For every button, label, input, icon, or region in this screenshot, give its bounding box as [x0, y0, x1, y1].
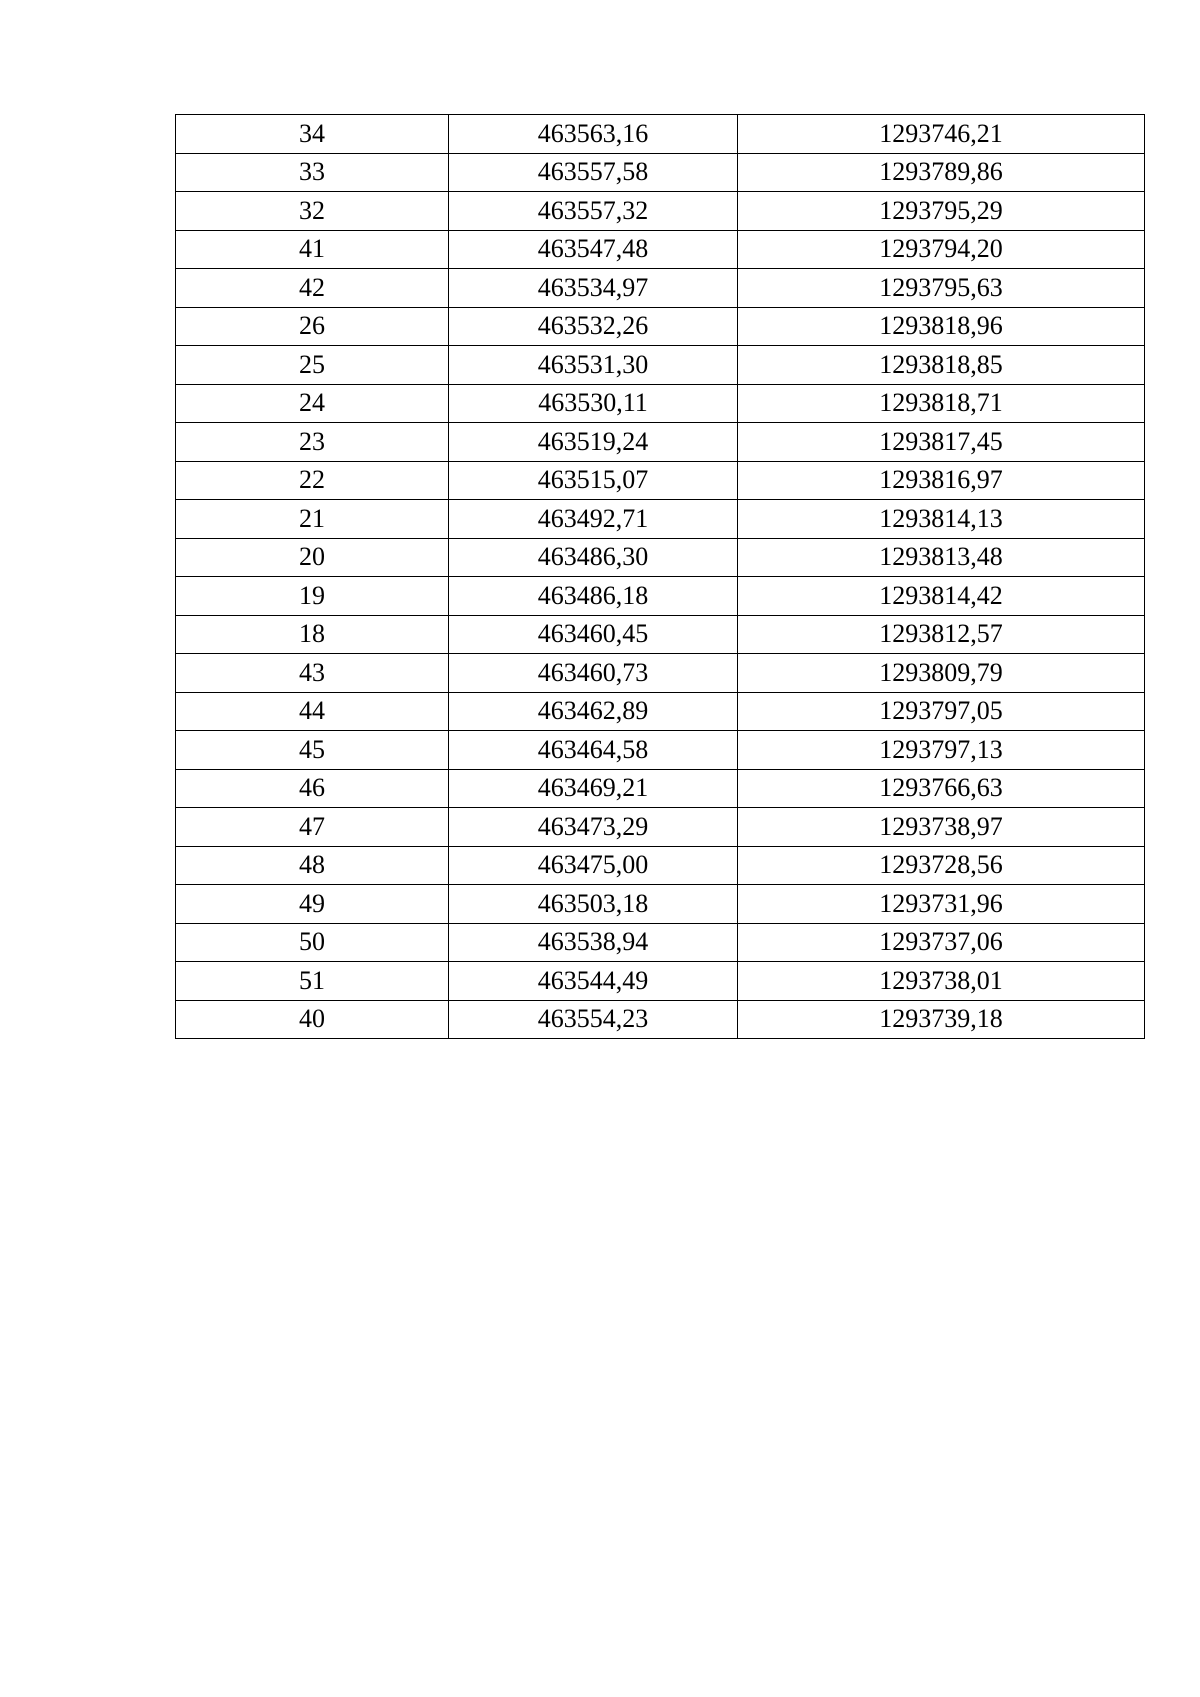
y-coordinate-cell: 1293739,18 [738, 1000, 1145, 1039]
point-number-cell: 51 [176, 962, 449, 1001]
x-coordinate-cell: 463531,30 [449, 346, 738, 385]
y-coordinate-cell: 1293818,85 [738, 346, 1145, 385]
point-number-cell: 43 [176, 654, 449, 693]
table-row [176, 769, 1145, 808]
point-number-cell: 32 [176, 192, 449, 231]
point-number-cell: 19 [176, 577, 449, 616]
point-number-cell: 40 [176, 1000, 449, 1039]
table-row [176, 846, 1145, 885]
x-coordinate-cell: 463486,30 [449, 538, 738, 577]
point-number-cell: 48 [176, 846, 449, 885]
x-coordinate-cell: 463503,18 [449, 885, 738, 924]
table-row [176, 153, 1145, 192]
point-number-cell: 44 [176, 692, 449, 731]
y-coordinate-cell: 1293817,45 [738, 423, 1145, 462]
point-number-cell: 21 [176, 500, 449, 539]
point-number-cell: 33 [176, 153, 449, 192]
table-row [176, 731, 1145, 770]
y-coordinate-cell: 1293728,56 [738, 846, 1145, 885]
x-coordinate-cell: 463464,58 [449, 731, 738, 770]
x-coordinate-cell: 463462,89 [449, 692, 738, 731]
x-coordinate-cell: 463519,24 [449, 423, 738, 462]
y-coordinate-cell: 1293738,97 [738, 808, 1145, 847]
table-row [176, 115, 1145, 154]
point-number-cell: 42 [176, 269, 449, 308]
y-coordinate-cell: 1293794,20 [738, 230, 1145, 269]
coordinates-table [175, 114, 1145, 1039]
table-row [176, 808, 1145, 847]
point-number-cell: 46 [176, 769, 449, 808]
y-coordinate-cell: 1293797,13 [738, 731, 1145, 770]
point-number-cell: 26 [176, 307, 449, 346]
table-row [176, 538, 1145, 577]
x-coordinate-cell: 463563,16 [449, 115, 738, 154]
x-coordinate-cell: 463557,32 [449, 192, 738, 231]
x-coordinate-cell: 463554,23 [449, 1000, 738, 1039]
x-coordinate-cell: 463544,49 [449, 962, 738, 1001]
y-coordinate-cell: 1293737,06 [738, 923, 1145, 962]
table-row [176, 962, 1145, 1001]
table-row [176, 923, 1145, 962]
point-number-cell: 41 [176, 230, 449, 269]
table-row [176, 1000, 1145, 1039]
y-coordinate-cell: 1293814,13 [738, 500, 1145, 539]
table-row [176, 615, 1145, 654]
x-coordinate-cell: 463515,07 [449, 461, 738, 500]
y-coordinate-cell: 1293818,71 [738, 384, 1145, 423]
point-number-cell: 24 [176, 384, 449, 423]
x-coordinate-cell: 463469,21 [449, 769, 738, 808]
table-row [176, 269, 1145, 308]
point-number-cell: 25 [176, 346, 449, 385]
point-number-cell: 45 [176, 731, 449, 770]
y-coordinate-cell: 1293816,97 [738, 461, 1145, 500]
point-number-cell: 50 [176, 923, 449, 962]
x-coordinate-cell: 463534,97 [449, 269, 738, 308]
x-coordinate-cell: 463473,29 [449, 808, 738, 847]
x-coordinate-cell: 463530,11 [449, 384, 738, 423]
point-number-cell: 49 [176, 885, 449, 924]
table-row [176, 346, 1145, 385]
table-row [176, 307, 1145, 346]
table-row [176, 500, 1145, 539]
y-coordinate-cell: 1293789,86 [738, 153, 1145, 192]
y-coordinate-cell: 1293812,57 [738, 615, 1145, 654]
x-coordinate-cell: 463547,48 [449, 230, 738, 269]
y-coordinate-cell: 1293818,96 [738, 307, 1145, 346]
x-coordinate-cell: 463460,73 [449, 654, 738, 693]
point-number-cell: 22 [176, 461, 449, 500]
y-coordinate-cell: 1293731,96 [738, 885, 1145, 924]
point-number-cell: 47 [176, 808, 449, 847]
y-coordinate-cell: 1293809,79 [738, 654, 1145, 693]
x-coordinate-cell: 463475,00 [449, 846, 738, 885]
table-row [176, 654, 1145, 693]
y-coordinate-cell: 1293795,29 [738, 192, 1145, 231]
table-row [176, 384, 1145, 423]
x-coordinate-cell: 463492,71 [449, 500, 738, 539]
y-coordinate-cell: 1293738,01 [738, 962, 1145, 1001]
table-row [176, 692, 1145, 731]
y-coordinate-cell: 1293813,48 [738, 538, 1145, 577]
point-number-cell: 23 [176, 423, 449, 462]
y-coordinate-cell: 1293766,63 [738, 769, 1145, 808]
point-number-cell: 18 [176, 615, 449, 654]
x-coordinate-cell: 463538,94 [449, 923, 738, 962]
x-coordinate-cell: 463486,18 [449, 577, 738, 616]
y-coordinate-cell: 1293814,42 [738, 577, 1145, 616]
table-row [176, 230, 1145, 269]
y-coordinate-cell: 1293797,05 [738, 692, 1145, 731]
y-coordinate-cell: 1293746,21 [738, 115, 1145, 154]
point-number-cell: 20 [176, 538, 449, 577]
table-row [176, 423, 1145, 462]
table-row [176, 192, 1145, 231]
point-number-cell: 34 [176, 115, 449, 154]
x-coordinate-cell: 463532,26 [449, 307, 738, 346]
table-row [176, 885, 1145, 924]
x-coordinate-cell: 463460,45 [449, 615, 738, 654]
table-row [176, 461, 1145, 500]
table-row [176, 577, 1145, 616]
y-coordinate-cell: 1293795,63 [738, 269, 1145, 308]
x-coordinate-cell: 463557,58 [449, 153, 738, 192]
